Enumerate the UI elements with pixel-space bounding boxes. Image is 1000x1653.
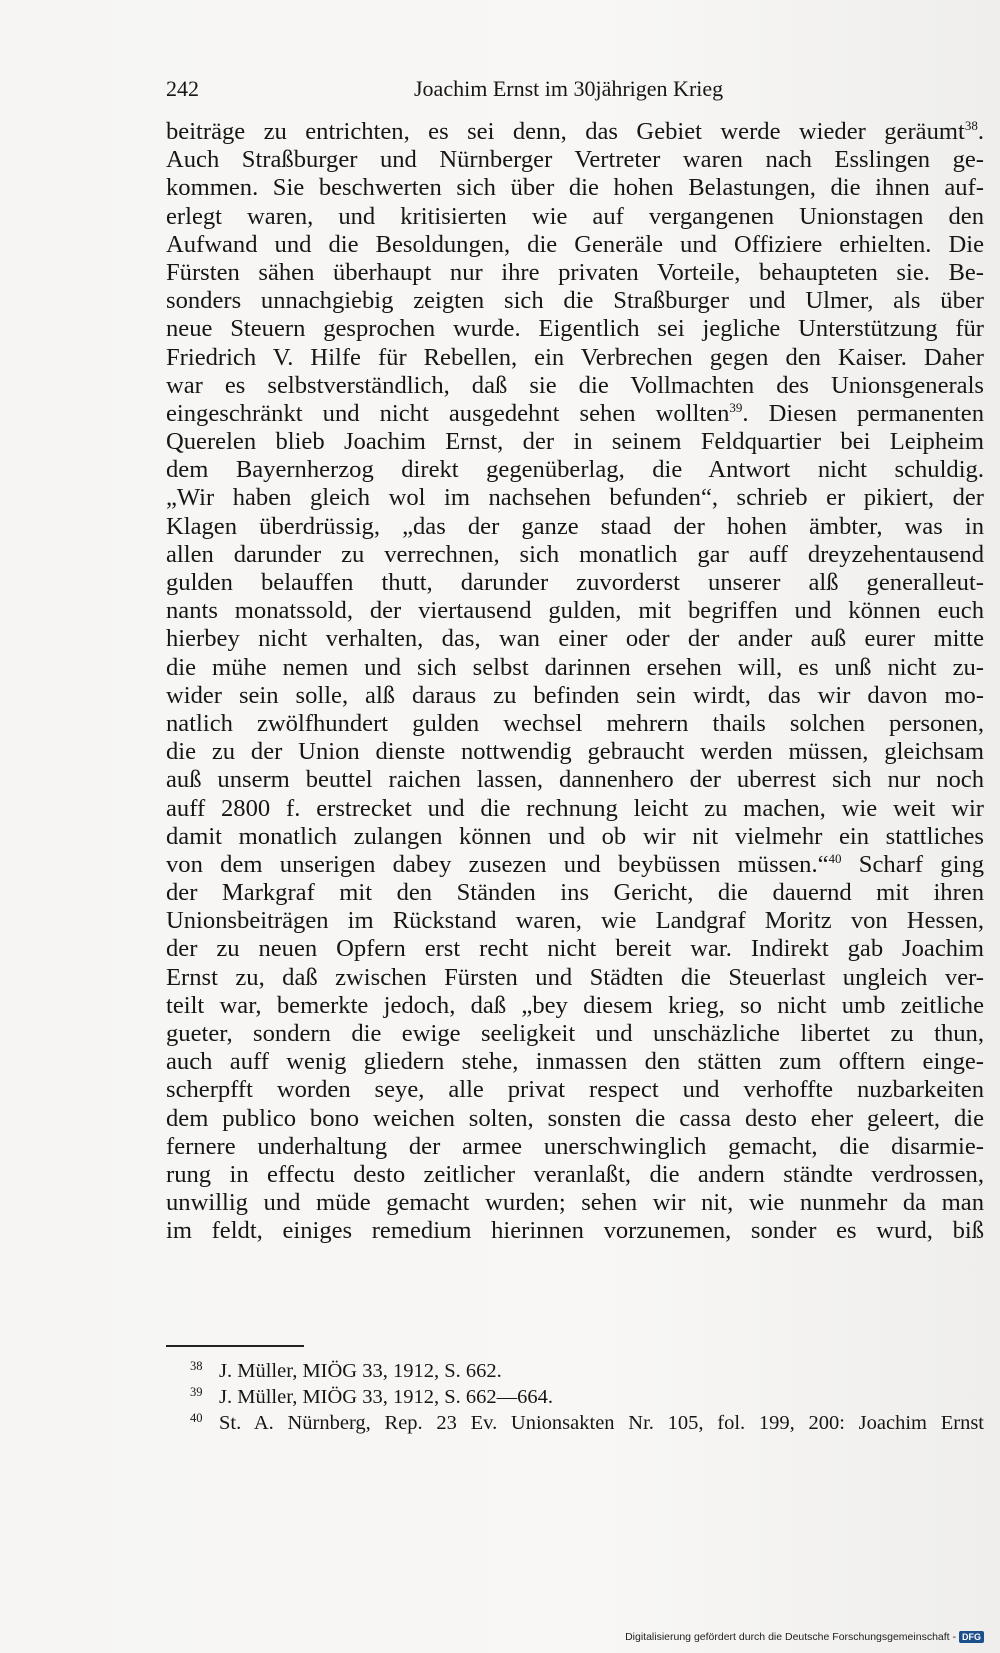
line-text: hierbey nicht verhalten, das, wan einer oder der ander auß eurer mitte bbox=[166, 625, 984, 653]
footnote-number: 38 bbox=[190, 1359, 203, 1373]
text-line bbox=[166, 1048, 984, 1076]
line-text: Ernst zu, daß zwischen Fürsten und Städten die Steuerlast ungleich ver- bbox=[166, 963, 984, 991]
credit-text: Digitalisierung gefördert durch die Deutsche Forschungsgemeinschaft - bbox=[625, 1631, 956, 1643]
line-text-continuation: Scharf ging bbox=[841, 850, 984, 878]
line-text: der zu neuen Opfern erst recht nicht bereit war. Indirekt gab Joachim bbox=[166, 935, 984, 963]
text-line bbox=[166, 1189, 984, 1217]
text-line bbox=[166, 964, 984, 992]
dfg-logo: DFG bbox=[959, 1631, 984, 1643]
text-line bbox=[166, 1133, 984, 1161]
text-line bbox=[166, 823, 984, 851]
line-text: erlegt waren, und kritisierten wie auf vergangenen Unionstagen den bbox=[166, 202, 984, 230]
line-text: Aufwand und die Besoldungen, die Generäle und Offiziere erhielten. Die bbox=[166, 230, 984, 258]
line-text: Auch Straßburger und Nürnberger Vertreter waren nach Esslingen ge- bbox=[166, 146, 984, 174]
line-text: Klagen überdrüssig, „das der ganze staad der hohen ämbter, was in bbox=[166, 512, 984, 540]
text-line bbox=[166, 795, 984, 823]
line-text: gulden belauffen thutt, darunder zuvorderst unserer alß generalleut- bbox=[166, 569, 984, 596]
footnote-number: 40 bbox=[190, 1410, 203, 1425]
text-line bbox=[166, 738, 984, 766]
line-text: eingeschränkt und nicht ausgedehnt sehen wollten bbox=[166, 399, 730, 427]
line-text: damit monatlich zulangen können und ob wir nit vielmehr ein stattliches bbox=[166, 822, 984, 850]
line-text: wider sein solle, alß daraus zu befinden sein wirdt, das wir davon mo- bbox=[166, 681, 984, 709]
line-text: auch auff wenig gliedern stehe, inmassen den stätten zum offtern einge- bbox=[166, 1048, 984, 1076]
footnote-text: J. Müller, MIÖG 33, 1912, S. 662. bbox=[219, 1360, 502, 1382]
text-line bbox=[166, 372, 984, 400]
text-line bbox=[166, 203, 984, 231]
footnote bbox=[166, 1411, 984, 1437]
text-line bbox=[166, 287, 984, 315]
line-text: scherpfft worden seye, alle privat respect und verhoffte nuzbarkeiten bbox=[166, 1076, 984, 1104]
text-line bbox=[166, 710, 984, 738]
line-text: teilt war, bemerkte jedoch, daß „bey diesem krieg, so nicht umb zeitliche bbox=[166, 991, 984, 1019]
text-line bbox=[166, 259, 984, 287]
line-text: kommen. Sie beschwerten sich über die hohen Belastungen, die ihnen auf- bbox=[166, 174, 984, 202]
line-text: Friedrich V. Hilfe für Rebellen, ein Verbrechen gegen den Kaiser. Daher bbox=[166, 343, 984, 371]
text-line bbox=[166, 513, 984, 541]
text-line bbox=[166, 1161, 984, 1189]
text-line bbox=[166, 766, 984, 794]
line-text: allen darunder zu verrechnen, sich monatlich gar auff dreyzehentausend bbox=[166, 540, 984, 568]
line-text: gueter, sondern die ewige seeligkeit und unschäzliche libertet zu thun, bbox=[166, 1020, 984, 1047]
line-text: unwillig und müde gemacht wurden; sehen wir nit, wie nunmehr da man bbox=[166, 1189, 984, 1217]
line-text-continuation: . bbox=[977, 118, 984, 145]
footnote-reference: 40 bbox=[828, 850, 842, 866]
footnote bbox=[166, 1385, 984, 1411]
footnote bbox=[166, 1359, 984, 1385]
footnotes bbox=[166, 1359, 984, 1436]
text-line bbox=[166, 1020, 984, 1048]
footnote-text: St. A. Nürnberg, Rep. 23 Ev. Unionsakten Nr. 105, fol. 199, 200: Joachim Ernst bbox=[219, 1411, 984, 1434]
line-text: von dem unserigen dabey zusezen und beybüssen müssen.“ bbox=[166, 850, 829, 878]
line-text: nants monatssold, der viertausend gulden, mit begriffen und können euch bbox=[166, 597, 984, 625]
text-line bbox=[166, 1217, 984, 1245]
line-text: im feldt, einiges remedium hierinnen vorzunemen, sonder es wurd, biß bbox=[166, 1217, 984, 1245]
text-line bbox=[166, 625, 984, 653]
text-line bbox=[166, 428, 984, 456]
running-head: Joachim Ernst im 30jährigen Krieg bbox=[414, 76, 724, 101]
text-line bbox=[166, 935, 984, 963]
page-number: 242 bbox=[166, 76, 199, 101]
footnote-number: 39 bbox=[190, 1384, 203, 1399]
footnote-text: J. Müller, MIÖG 33, 1912, S. 662—664. bbox=[219, 1385, 554, 1408]
line-text: Unionsbeiträgen im Rückstand waren, wie Landgraf Moritz von Hessen, bbox=[166, 907, 984, 935]
line-text: die mühe nemen und sich selbst darinnen ersehen will, es unß nicht zu- bbox=[166, 653, 984, 681]
line-text: auff 2800 f. erstrecket und die rechnung leicht zu machen, wie weit wir bbox=[166, 794, 984, 822]
line-text: fernere underhaltung der armee unerschwinglich gemacht, die disarmie- bbox=[166, 1132, 984, 1160]
text-line bbox=[166, 146, 984, 174]
footnote-rule bbox=[166, 1345, 304, 1347]
footnote-reference: 38 bbox=[964, 118, 978, 133]
line-text: beiträge zu entrichten, es sei denn, das Gebiet werde wieder geräumt bbox=[166, 118, 965, 145]
line-text: Querelen blieb Joachim Ernst, der in seinem Feldquartier bei Leipheim bbox=[166, 428, 984, 456]
line-text: der Markgraf mit den Ständen ins Gericht, die dauernd mit ihren bbox=[166, 879, 984, 907]
text-line bbox=[166, 597, 984, 625]
body-text bbox=[166, 118, 984, 1246]
text-line bbox=[166, 344, 984, 372]
text-line bbox=[166, 992, 984, 1020]
line-text: dem publico bono weichen solten, sonsten die cassa desto eher geleert, die bbox=[166, 1104, 984, 1132]
text-line bbox=[166, 174, 984, 202]
text-line bbox=[166, 118, 984, 146]
line-text: natlich zwölfhundert gulden wechsel mehrern thails solchen personen, bbox=[166, 709, 984, 737]
text-line bbox=[166, 851, 984, 879]
text-line bbox=[166, 682, 984, 710]
footnote-reference: 39 bbox=[729, 399, 743, 415]
page-header bbox=[166, 76, 984, 110]
line-text: rung in effectu desto zeitlicher veranlaßt, die andern ständte verdrossen, bbox=[166, 1160, 984, 1188]
line-text: dem Bayernherzog direkt gegenüberlag, die Antwort nicht schuldig. bbox=[166, 456, 984, 484]
text-line bbox=[166, 907, 984, 935]
text-line bbox=[166, 569, 984, 597]
text-line bbox=[166, 879, 984, 907]
text-line bbox=[166, 456, 984, 484]
line-text: neue Steuern gesprochen wurde. Eigentlich sei jegliche Unterstützung für bbox=[166, 315, 984, 343]
text-line bbox=[166, 400, 984, 428]
text-line bbox=[166, 654, 984, 682]
text-line bbox=[166, 1105, 984, 1133]
digitization-credit bbox=[625, 1629, 984, 1645]
text-line bbox=[166, 1076, 984, 1104]
text-line bbox=[166, 541, 984, 569]
line-text-continuation: . Diesen permanenten bbox=[742, 399, 984, 427]
line-text: sonders unnachgiebig zeigten sich die Straßburger und Ulmer, als über bbox=[166, 287, 984, 315]
text-line bbox=[166, 231, 984, 259]
line-text: Fürsten sähen überhaupt nur ihre privaten Vorteile, behaupteten sie. Be- bbox=[166, 258, 984, 286]
line-text: „Wir haben gleich wol im nachsehen befunden“, schrieb er pikiert, der bbox=[166, 484, 984, 512]
line-text: die zu der Union dienste nottwendig gebraucht werden müssen, gleichsam bbox=[166, 738, 984, 766]
text-line bbox=[166, 315, 984, 343]
line-text: auß unserm beuttel raichen lassen, dannenhero der uberrest sich nur noch bbox=[166, 766, 984, 794]
line-text: war es selbstverständlich, daß sie die Vollmachten des Unionsgenerals bbox=[166, 371, 984, 399]
text-line bbox=[166, 484, 984, 512]
